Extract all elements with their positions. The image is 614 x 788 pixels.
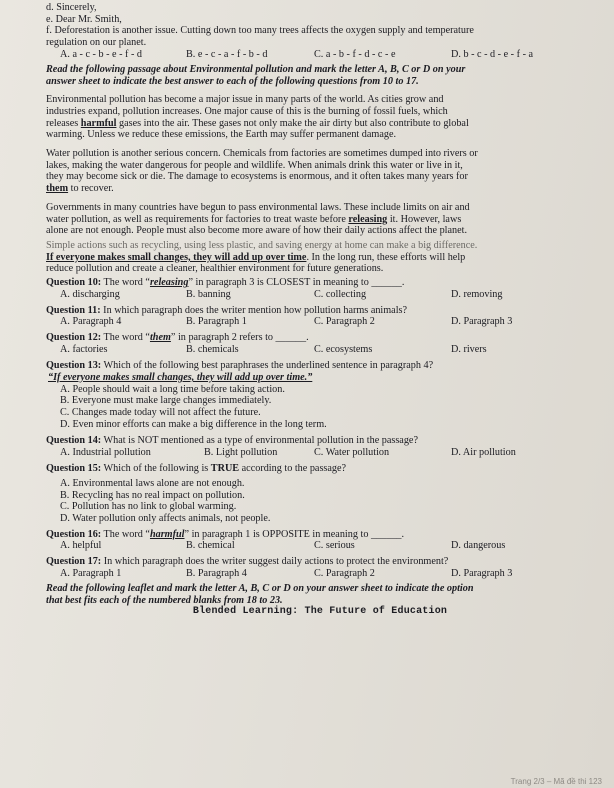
option-e-line: e. Dear Mr. Smith, xyxy=(46,13,122,25)
answer-option-d[interactable]: D. Air pollution xyxy=(451,447,516,459)
question-keyword: harmful xyxy=(149,528,185,540)
passage-line: warming. Unless we reduce these emissions, the Earth may suffer permanent damage. xyxy=(46,129,397,141)
passage-paragraph-1 xyxy=(46,94,594,141)
question-17-options xyxy=(46,568,594,580)
question-16-options xyxy=(46,540,594,552)
answer-option-a[interactable]: A. People should wait a long time before taking action. xyxy=(60,383,285,395)
question-text: ” in paragraph 2 refers to ______. xyxy=(170,332,309,344)
question-12 xyxy=(46,332,594,344)
passage-text: . In the long run, these efforts will help xyxy=(306,251,466,263)
page-content xyxy=(46,2,594,618)
question-10 xyxy=(46,277,594,289)
question-text: Which of the following best paraphrases the underlined sentence in paragraph 4? xyxy=(101,360,434,372)
answer-option-d[interactable]: D. removing xyxy=(451,288,503,300)
passage-text: it. However, laws xyxy=(387,213,462,225)
answer-option-c[interactable]: C. Paragraph 2 xyxy=(314,316,375,328)
passage-line: reduce pollution and create a cleaner, healthier environment for future generations. xyxy=(46,263,384,275)
answer-option-c[interactable]: C. serious xyxy=(314,540,355,552)
question-number: Question 17: xyxy=(46,556,102,568)
passage-line: alone are not enough. People must also become more aware of how their daily actions affect the planet. xyxy=(46,225,468,237)
question-text: What is NOT mentioned as a type of environmental pollution in the passage? xyxy=(101,435,418,447)
answer-option-d[interactable]: D. dangerous xyxy=(451,540,506,552)
question-text: In which paragraph does the writer mention how pollution harms animals? xyxy=(100,304,408,316)
question-number: Question 12: xyxy=(46,332,102,344)
question-14 xyxy=(46,435,594,447)
passage-text: gases into the air. These gases not only make the air dirty but also contribute to global xyxy=(116,117,469,129)
answer-option-b[interactable]: B. Everyone must make large changes immediately. xyxy=(60,395,272,407)
passage-text: water pollution, as well as requirements for factories to treat waste before xyxy=(46,213,349,225)
passage-paragraph-2 xyxy=(46,148,594,195)
answer-option-b[interactable]: B. banning xyxy=(186,288,231,300)
passage-paragraph-4 xyxy=(46,240,594,275)
answer-option-a[interactable]: A. Industrial pollution xyxy=(60,447,151,459)
answer-option-a[interactable]: A. discharging xyxy=(60,288,120,300)
question-keyword: them xyxy=(149,332,171,344)
question-16 xyxy=(46,529,594,541)
passage-line: Simple actions such as recycling, using less plastic, and saving energy at home can make a big difference. xyxy=(46,239,478,251)
answer-option-c[interactable]: C. collecting xyxy=(314,288,367,300)
passage-line: Water pollution is another serious concern. Chemicals from factories are sometimes dumped into rivers or xyxy=(46,148,478,160)
passage-paragraph-3 xyxy=(46,202,594,237)
answer-option-a[interactable]: A. Environmental laws alone are not enough. xyxy=(60,477,245,489)
order-option-d[interactable]: D. b - c - d - e - f - a xyxy=(451,48,534,60)
question-11-options xyxy=(46,316,594,328)
answer-option-a[interactable]: A. factories xyxy=(60,344,108,356)
question-text: In which paragraph does the writer suggest daily actions to protect the environment? xyxy=(101,556,449,568)
question-text: according to the passage? xyxy=(239,463,347,475)
question-text: ” in paragraph 1 is OPPOSITE in meaning to ______. xyxy=(184,528,405,540)
question-text: Which of the following is xyxy=(101,463,211,475)
question-number: Question 10: xyxy=(46,277,102,289)
option-f-line: f. Deforestation is another issue. Cutting down too many trees affects the oxygen supply and temperature xyxy=(46,25,474,37)
order-option-b[interactable]: B. e - c - a - f - b - d xyxy=(186,48,268,60)
answer-option-a[interactable]: A. Paragraph 1 xyxy=(60,568,122,580)
answer-option-c[interactable]: C. ecosystems xyxy=(314,344,373,356)
instruction-line: answer sheet to indicate the best answer to each of the following questions from 10 to 17. xyxy=(46,75,419,87)
instruction-line: Read the following leaflet and mark the letter A, B, C or D on your answer sheet to indicate the option xyxy=(46,583,474,595)
passage-line: industries expand, pollution increases. One major cause of this is the burning of fossil fuels, which xyxy=(46,105,448,117)
answer-option-a[interactable]: A. helpful xyxy=(60,540,102,552)
answer-option-c[interactable]: C. Water pollution xyxy=(314,447,390,459)
question-10-options xyxy=(46,289,594,301)
answer-option-b[interactable]: B. Light pollution xyxy=(204,447,278,459)
instruction-line: Read the following passage about Environmental pollution and mark the letter A, B, C or D on your xyxy=(46,63,466,75)
question-number: Question 15: xyxy=(46,463,102,475)
passage-line xyxy=(46,183,594,195)
quoted-sentence: “If everyone makes small changes, they will add up over time.” xyxy=(48,371,313,383)
answer-option-c[interactable]: C. Pollution has no link to global warming. xyxy=(60,501,237,513)
order-option-a[interactable]: A. a - c - b - e - f - d xyxy=(60,48,143,60)
passage-line: they may become sick or die. The damage to ecosystems is enormous, and it often takes many years for xyxy=(46,171,468,183)
answer-option-d[interactable]: D. Even minor efforts can make a big difference in the long term. xyxy=(60,418,327,430)
answer-option-d[interactable]: D. rivers xyxy=(451,344,487,356)
question-number: Question 14: xyxy=(46,435,102,447)
instruction-line: that best fits each of the numbered blanks from 18 to 23. xyxy=(46,594,283,606)
order-option-c[interactable]: C. a - b - f - d - c - e xyxy=(314,48,396,60)
passage-line: Environmental pollution has become a major issue in many parts of the world. As cities grow and xyxy=(46,94,444,106)
answer-option-b[interactable]: B. chemical xyxy=(186,540,235,552)
answer-option-c[interactable]: C. Changes made today will not affect the future. xyxy=(60,406,261,418)
underlined-word-releasing: releasing xyxy=(348,213,388,225)
question-number: Question 13: xyxy=(46,360,102,372)
underlined-sentence: If everyone makes small changes, they will add up over time xyxy=(46,251,307,263)
answer-option-c[interactable]: C. Paragraph 2 xyxy=(314,568,375,580)
order-options xyxy=(46,49,594,61)
answer-option-b[interactable]: B. Paragraph 1 xyxy=(186,316,247,328)
question-keyword: TRUE xyxy=(210,463,240,475)
leaflet-title: Blended Learning: The Future of Education xyxy=(192,606,448,618)
answer-option-a[interactable]: A. Paragraph 4 xyxy=(60,316,122,328)
question-12-options xyxy=(46,344,594,356)
answer-option-b[interactable]: B. Paragraph 4 xyxy=(186,568,247,580)
passage-line: lakes, making the water dangerous for people and wildlife. When animals drink this water or live in it, xyxy=(46,159,463,171)
question-keyword: releasing xyxy=(149,277,189,289)
passage-text: releases xyxy=(46,117,81,129)
answer-option-d[interactable]: D. Paragraph 3 xyxy=(451,568,513,580)
question-number: Question 16: xyxy=(46,528,102,540)
option-d-line: d. Sincerely, xyxy=(46,2,97,13)
question-13 xyxy=(46,360,594,372)
answer-option-d[interactable]: D. Water pollution only affects animals, not people. xyxy=(60,512,271,524)
question-15 xyxy=(46,463,594,475)
question-text: The word “ xyxy=(101,277,150,289)
passage-text: to recover. xyxy=(68,183,114,195)
answer-option-b[interactable]: B. Recycling has no real impact on pollution. xyxy=(60,489,245,501)
passage-line: Governments in many countries have begun to pass environmental laws. These include limits on air and xyxy=(46,201,470,213)
passage-line xyxy=(46,252,594,264)
question-14-options xyxy=(46,447,594,459)
question-text: The word “ xyxy=(101,332,150,344)
underlined-word-harmful: harmful xyxy=(80,117,117,129)
passage-line xyxy=(46,118,594,130)
option-f-line-cont: regulation on our planet. xyxy=(46,37,147,49)
question-text: The word “ xyxy=(101,528,150,540)
answer-option-b[interactable]: B. chemicals xyxy=(186,344,239,356)
question-11 xyxy=(46,305,594,317)
passage-line xyxy=(46,214,594,226)
underlined-word-them: them xyxy=(46,183,69,195)
question-17 xyxy=(46,556,594,568)
page-footer: Trang 2/3 – Mã đề thi 123 xyxy=(510,777,602,786)
question-number: Question 11: xyxy=(46,304,101,316)
question-text: ” in paragraph 3 is CLOSEST in meaning to ______. xyxy=(188,277,405,289)
answer-option-d[interactable]: D. Paragraph 3 xyxy=(451,316,513,328)
